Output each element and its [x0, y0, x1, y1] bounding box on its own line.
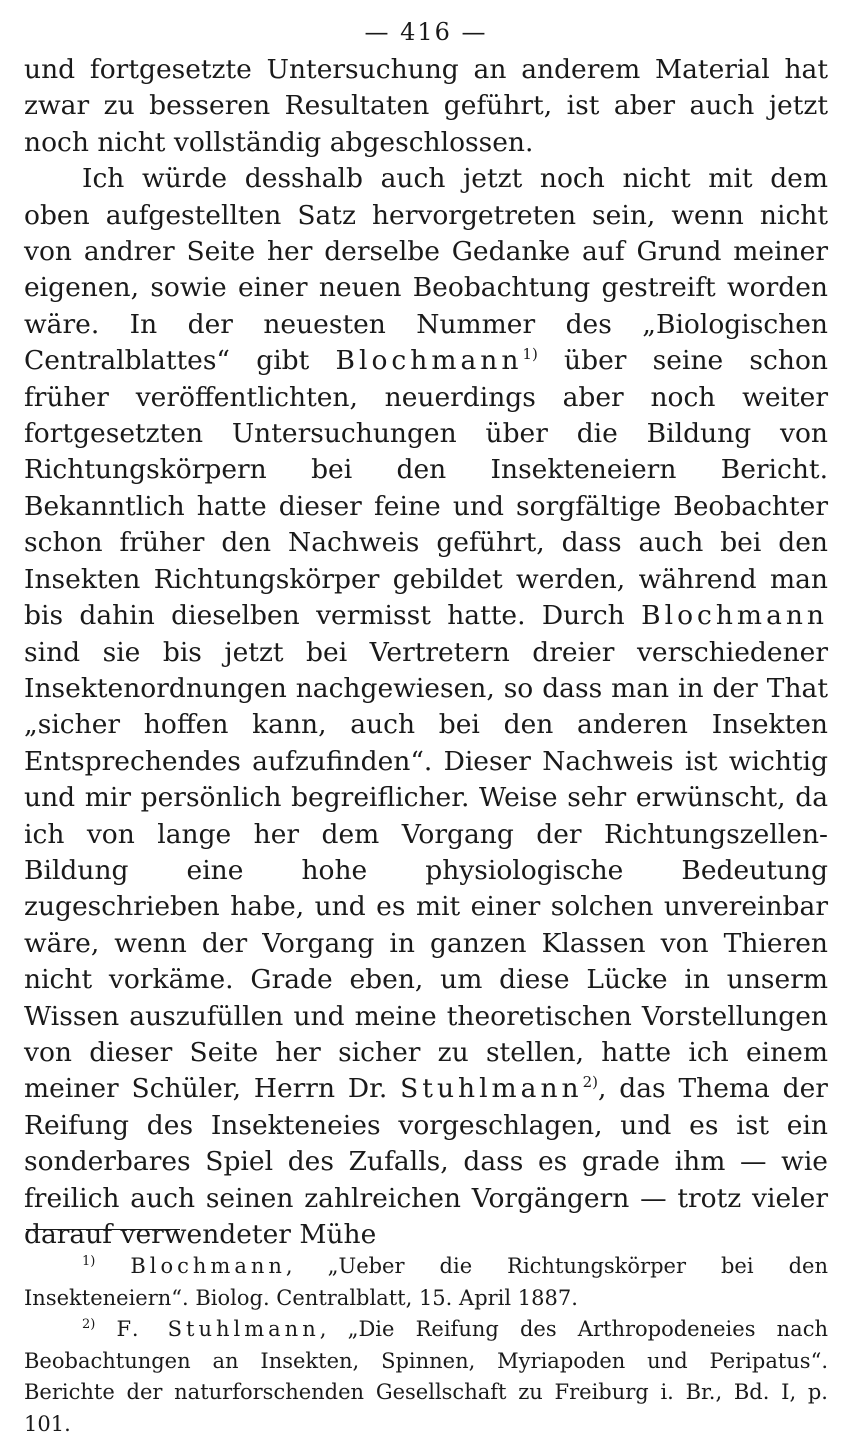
paragraph-main — [24, 161, 828, 1253]
footnote-author: Blochmann — [130, 1254, 286, 1278]
paragraph-text: über seine schon früher veröffentlichten, neuerdings aber noch weiter fortgesetzten Untersuchungen über die Bildung von Richtungskörpern bei den Insekteneiern Bericht. Bekanntlich hatte dieser feine und sorgfältige Beobachter schon früher den Nachweis geführt, dass auch bei den Insekten Richtungskörper gebildet werden, während man bis dahin dieselben vermisst hatte. Durch — [24, 345, 828, 632]
paragraph-text: sind sie bis jetzt bei Vertretern dreier verschiedener Insektenordnungen nachgewiesen, so dass man in der That „sicher hoffen kann, auch bei den anderen Insekten Entsprechendes aufzufinden“. Dieser Nachweis ist wichtig und mir persönlich begreiflicher. Weise sehr erwünscht, da ich von lange her dem Vorgang der Richtungszellen-Bildung eine hohe physiologische Bedeutung zugeschrieben habe, und es mit einer solchen unvereinbar wäre, wenn der Vorgang in ganzen Klassen von Thieren nicht vorkäme. Grade eben, um diese Lücke in unserm Wissen auszufüllen und meine theoretischen Vorstellungen von dieser Seite her sicher zu stellen, hatte ich einem meiner Schüler, Herrn Dr. — [24, 636, 828, 1105]
paragraph-continuation: und fortgesetzte Untersuchung an anderem Material hat zwar zu besseren Resultaten geführt, ist aber auch jetzt noch nicht vollständig abgeschlossen. — [24, 54, 828, 158]
footnote-ref-2[interactable]: 2) — [582, 1073, 599, 1092]
footnote-divider — [26, 1229, 180, 1230]
author-name-blochmann: Blochmann — [641, 600, 828, 632]
footnote-mark: 2) — [82, 1317, 96, 1332]
author-name-stuhlmann: Stuhlmann — [400, 1073, 583, 1105]
footnote-1 — [24, 1251, 828, 1314]
paragraph-text: Ich würde desshalb auch jetzt noch nicht mit dem oben aufgestellten Satz hervorgetreten sein, wenn nicht von andrer Seite her derselbe Gedanke auf Grund meiner eigenen, sowie einer neuen Beobachtung gestreift worden wäre. In der neuesten Nummer des „Biologischen Centralblattes“ gibt — [24, 163, 828, 377]
page-number: — 416 — — [364, 18, 488, 46]
author-name-blochmann: Blochmann — [335, 345, 523, 377]
footnotes — [24, 1251, 828, 1440]
footnote-author: F. Stuhlmann — [116, 1317, 320, 1341]
footnote-2 — [24, 1314, 828, 1440]
paragraph-text: , das Thema der Reifung des Insekteneies vorgeschlagen, und es ist ein sonderbares Spiel des Zufalls, dass es grade ihm — wie freilich auch seinen zahlreichen Vorgängern — trotz vieler darauf verwendeter Mühe — [24, 1073, 828, 1250]
body-text — [24, 52, 828, 1253]
footnote-text: , „Die Reifung des Arthropodeneies nach Beobachtungen an Insekten, Spinnen, Myriapoden und Peripatus“. Berichte der naturforschenden Gesellschaft zu Freiburg i. Br., Bd. I, p. 101. — [24, 1317, 828, 1436]
footnote-ref-1[interactable]: 1) — [522, 345, 538, 364]
footnote-text: , „Ueber die Richtungskörper bei den Insekteneiern“. Biolog. Centralblatt, 15. April 1887. — [24, 1254, 828, 1310]
footnote-mark: 1) — [82, 1254, 96, 1269]
